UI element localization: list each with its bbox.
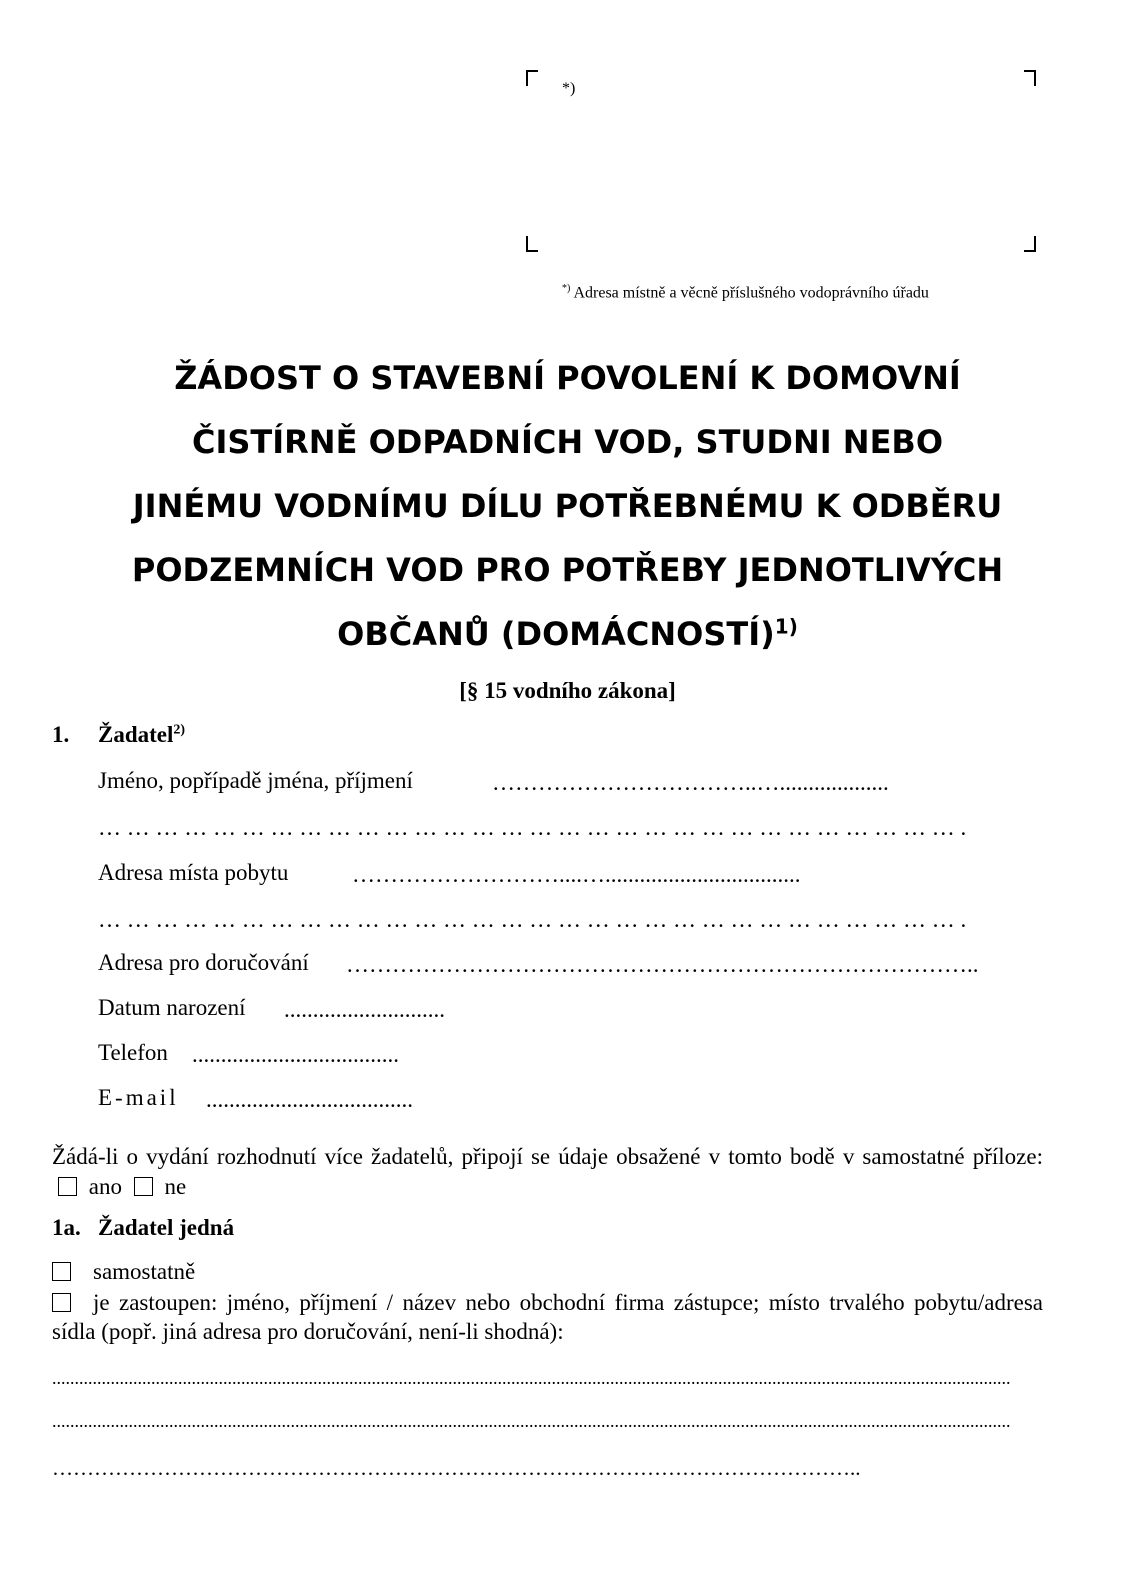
email-label: E-mail bbox=[98, 1085, 179, 1110]
office-footnote-text: Adresa místně a věcně příslušného vodoprávního úřadu bbox=[573, 284, 929, 302]
checkbox-represented[interactable] bbox=[52, 1293, 71, 1312]
representative-line-1[interactable]: ..................................................................................................................................................................................................................... bbox=[52, 1368, 1011, 1388]
representative-line-3[interactable]: …………………………………………………………………………………………………….. bbox=[52, 1456, 861, 1480]
birth-date-field[interactable]: ............................ bbox=[284, 997, 445, 1022]
box-corner-bottom-left bbox=[526, 236, 538, 252]
title-footnote-ref: 1) bbox=[774, 614, 798, 639]
name-field[interactable]: ……………………………..…................... bbox=[492, 770, 889, 795]
box-corner-top-left bbox=[526, 70, 538, 86]
address-label: Adresa místa pobytu bbox=[98, 860, 289, 885]
checkbox-self[interactable] bbox=[52, 1262, 71, 1281]
multi-applicant-note bbox=[52, 1142, 1043, 1202]
option-self-label: samostatně bbox=[93, 1259, 196, 1284]
title-line-1: ŽÁDOST O STAVEBNÍ POVOLENÍ K DOMOVNÍ bbox=[174, 359, 961, 397]
phone-label: Telefon bbox=[98, 1040, 168, 1065]
phone-field[interactable]: .................................... bbox=[192, 1042, 399, 1067]
address-field-line-2[interactable]: … … … … … … … … … … … … … … … … … … … … … … … … … … … … … … . bbox=[98, 907, 967, 932]
section-1-title: Žadatel bbox=[98, 722, 174, 747]
checkbox-yes-label: ano bbox=[88, 1174, 122, 1199]
birth-date-label: Datum narození bbox=[98, 995, 246, 1020]
box-corner-bottom-right bbox=[1024, 236, 1036, 252]
title-line-4: PODZEMNÍCH VOD PRO POTŘEBY JEDNOTLIVÝCH bbox=[131, 551, 1004, 589]
title-line-3: JINÉMU VODNÍMU DÍLU POTŘEBNÉMU K ODBĚRU bbox=[132, 487, 1003, 525]
section-1a-heading bbox=[52, 1215, 234, 1241]
checkbox-no[interactable] bbox=[134, 1177, 153, 1196]
section-1-footnote-ref: 2) bbox=[173, 722, 186, 738]
address-field[interactable]: ………………………....….................................. bbox=[352, 862, 801, 887]
title-line-2: ČISTÍRNĚ ODPADNÍCH VOD, STUDNI NEBO bbox=[191, 423, 944, 461]
section-1-heading bbox=[52, 722, 185, 748]
form-title bbox=[40, 346, 1095, 666]
option-represented-label: je zastoupen: jméno, příjmení / název nebo obchodní firma zástupce; místo trvalého pobytu/adresa sídla (popř. jiná adresa pro doručování, není-li shodná): bbox=[52, 1290, 1043, 1344]
checkbox-yes[interactable] bbox=[58, 1177, 77, 1196]
name-field-line-2[interactable]: … … … … … … … … … … … … … … … … … … … … … … … … … … … … … … . bbox=[98, 815, 967, 840]
delivery-address-field[interactable]: ……………………………………………………………………….. bbox=[346, 952, 979, 977]
section-1-number: 1. bbox=[52, 722, 70, 747]
checkbox-no-label: ne bbox=[164, 1174, 187, 1199]
office-box-marker: *) bbox=[562, 80, 576, 97]
delivery-address-label: Adresa pro doručování bbox=[98, 950, 309, 975]
section-1a-number: 1a. bbox=[52, 1215, 81, 1240]
section-1a-title: Žadatel jedná bbox=[98, 1215, 235, 1240]
multi-applicant-text: Žádá-li o vydání rozhodnutí více žadatelů, připojí se údaje obsažené v tomto bodě v samostatné příloze: bbox=[52, 1144, 1043, 1169]
title-line-5: OBČANŮ (DOMÁCNOSTÍ) bbox=[337, 615, 775, 653]
representative-line-2[interactable]: ..................................................................................................................................................................................................................... bbox=[52, 1411, 1011, 1431]
name-label: Jméno, popřípadě jména, příjmení bbox=[98, 768, 413, 793]
form-subtitle: [§ 15 vodního zákona] bbox=[459, 678, 676, 703]
option-represented bbox=[52, 1288, 1043, 1346]
title-line-5-wrap bbox=[40, 602, 1095, 666]
office-footnote bbox=[562, 283, 929, 302]
office-footnote-marker: *) bbox=[562, 283, 571, 294]
option-self bbox=[52, 1259, 195, 1285]
email-field[interactable]: .................................... bbox=[206, 1087, 413, 1112]
box-corner-top-right bbox=[1024, 70, 1036, 86]
